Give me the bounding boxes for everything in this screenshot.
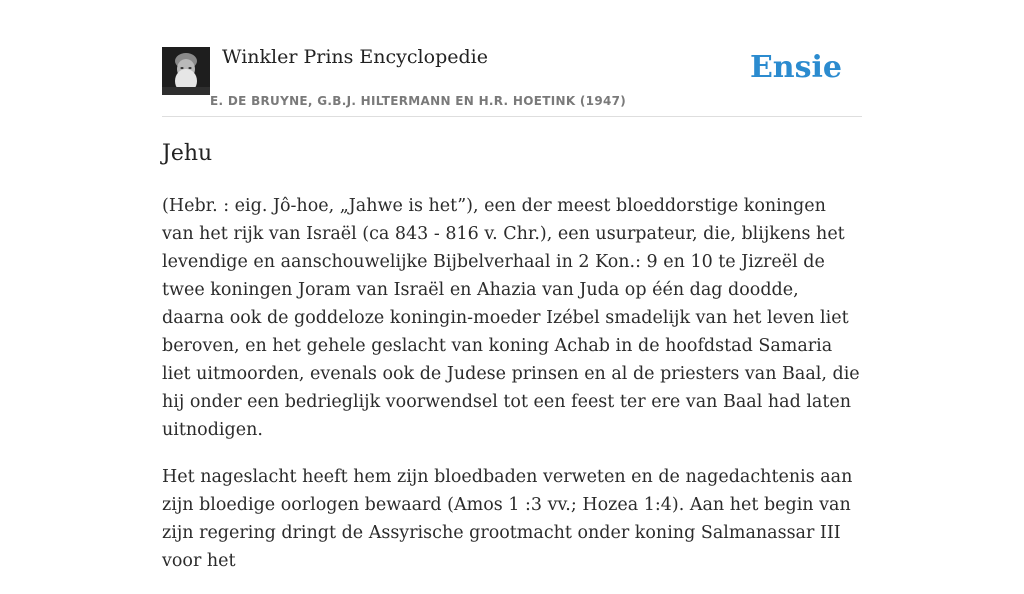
author-portrait[interactable] [162,47,210,95]
article-title: Jehu [162,141,213,166]
brand-logo[interactable]: Ensie [749,50,842,85]
article-paragraph: Het nageslacht heeft hem zijn bloedbaden verweten en de nagedachtenis aan zijn bloedige oorlogen bewaard (Amos 1 :3 vv.; Hozea 1:4). Aan het begin van zijn regering dringt de Assyrische grootmacht onder koning Salmanassar III voor het [162,467,853,571]
article [162,138,862,594]
site-title[interactable]: Winkler Prins Encyclopedie [222,46,488,68]
site-header [162,0,862,117]
portrait-image [162,47,210,95]
source-authors: E. DE BRUYNE, G.B.J. HILTERMANN EN H.R. HOETINK (1947) [210,94,627,108]
article-paragraph: (Hebr. : eig. Jô-hoe, „Jahwe is het”), een der meest bloeddorstige koningen van het rijk van Israël (ca 843 - 816 v. Chr.), een usurpateur, die, blijkens het levendige en aanschouwelijke Bijbelverhaal in 2 Kon.: 9 en 10 te Jizreël de twee koningen Joram van Israël en Ahazia van Juda op één dag doodde, daarna ook de goddeloze koningin-moeder Izébel smadelijk van het leven liet beroven, en het gehele geslacht van koning Achab in de hoofdstad Samaria liet uitmoorden, evenals ook de Judese prinsen en al de priesters van Baal, die hij onder een bedrieglijk voorwendsel tot een feest ter ere van Baal had laten uitnodigen. [162,196,860,440]
